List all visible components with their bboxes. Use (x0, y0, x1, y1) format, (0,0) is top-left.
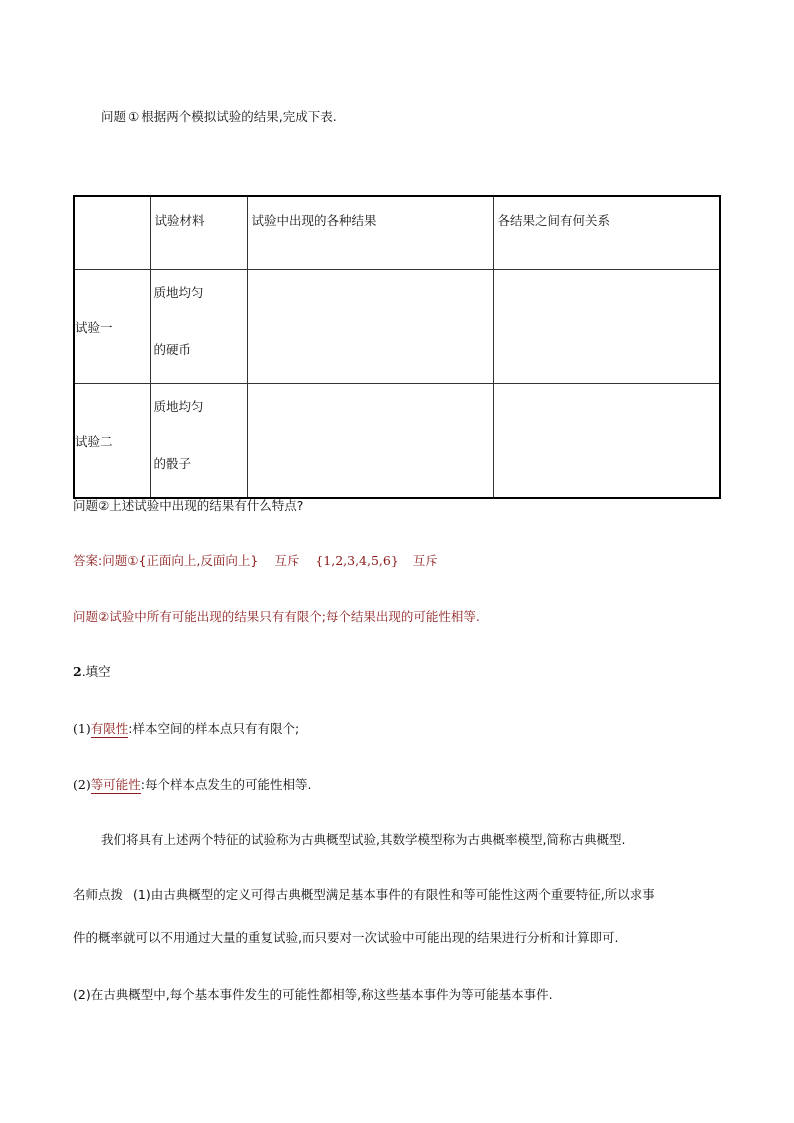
material-line-1: 质地均匀 (153, 285, 204, 300)
material-line-1: 质地均匀 (153, 399, 204, 414)
answer-q1-set-2: {1,2,3,4,5,6} (315, 553, 399, 568)
answer-q1-set-1: {正面向上,反面向上} (138, 553, 259, 568)
row-label: 试验二 (74, 384, 150, 499)
fill-item-2-number: (2) (73, 777, 91, 792)
table-row (74, 270, 720, 384)
section-2-number: 2 (73, 664, 82, 679)
answer-q1-prefix: 问题① (102, 553, 139, 568)
material-cell (150, 270, 247, 384)
question-1-number: ① (128, 109, 140, 124)
tip-line-2: 件的概率就可以不用通过大量的重复试验,而只要对一次试验中可能出现的结果进行分析和计算即可. (73, 930, 619, 945)
header-cell-results: 试验中出现的各种结果 (247, 196, 493, 270)
answer-q1-relation-2: 互斥 (412, 553, 438, 568)
table-row (74, 384, 720, 499)
section-2-title: .填空 (81, 664, 111, 679)
fill-item-2-text: :每个样本点发生的可能性相等. (140, 777, 312, 792)
definition-paragraph: 我们将具有上述两个特征的试验称为古典概型试验,其数学模型称为古典概率模型,简称古典概型. (101, 832, 626, 847)
question-1-prefix: 问题 (101, 109, 127, 124)
material-cell (150, 384, 247, 499)
answer-line-2 (73, 607, 480, 625)
tip-label: 名师点拨 (73, 887, 124, 902)
question-2: 问题②上述试验中出现的结果有什么特点? (73, 498, 304, 513)
fill-item-1-term: 有限性 (90, 721, 129, 736)
answer-q2-text: 试验中所有可能出现的结果只有有限个;每个结果出现的可能性相等. (109, 609, 480, 624)
answer-q1-relation-1: 互斥 (274, 553, 300, 568)
header-cell-material: 试验材料 (150, 196, 247, 270)
results-cell (247, 384, 493, 499)
results-cell (247, 270, 493, 384)
fill-item-1 (73, 719, 299, 737)
question-1 (101, 107, 337, 125)
row-label: 试验一 (74, 270, 150, 384)
fill-item-1-text: :样本空间的样本点只有有限个; (128, 721, 300, 736)
tip-line-1 (73, 885, 655, 903)
question-1-text: 根据两个模拟试验的结果,完成下表. (141, 109, 337, 124)
header-cell-relation: 各结果之间有何关系 (493, 196, 720, 270)
fill-item-2 (73, 775, 311, 793)
material-line-2: 的骰子 (153, 456, 192, 471)
fill-item-1-number: (1) (73, 721, 91, 736)
fill-item-2-term: 等可能性 (90, 777, 141, 792)
answer-label: 答案: (73, 553, 103, 568)
answer-line-1 (73, 551, 438, 569)
section-2-heading (73, 662, 111, 680)
material-line-2: 的硬币 (153, 342, 192, 357)
experiment-table (73, 195, 721, 499)
tip-line-3: (2)在古典概型中,每个基本事件发生的可能性都相等,称这些基本事件为等可能基本事件. (73, 987, 553, 1002)
relation-cell (493, 384, 720, 499)
tip-text-1: (1)由古典概型的定义可得古典概型满足基本事件的有限性和等可能性这两个重要特征,所以求事 (133, 887, 655, 902)
answer-q2-prefix: 问题② (73, 609, 110, 624)
relation-cell (493, 270, 720, 384)
table-header-row (74, 196, 720, 270)
header-cell-empty (74, 196, 150, 270)
